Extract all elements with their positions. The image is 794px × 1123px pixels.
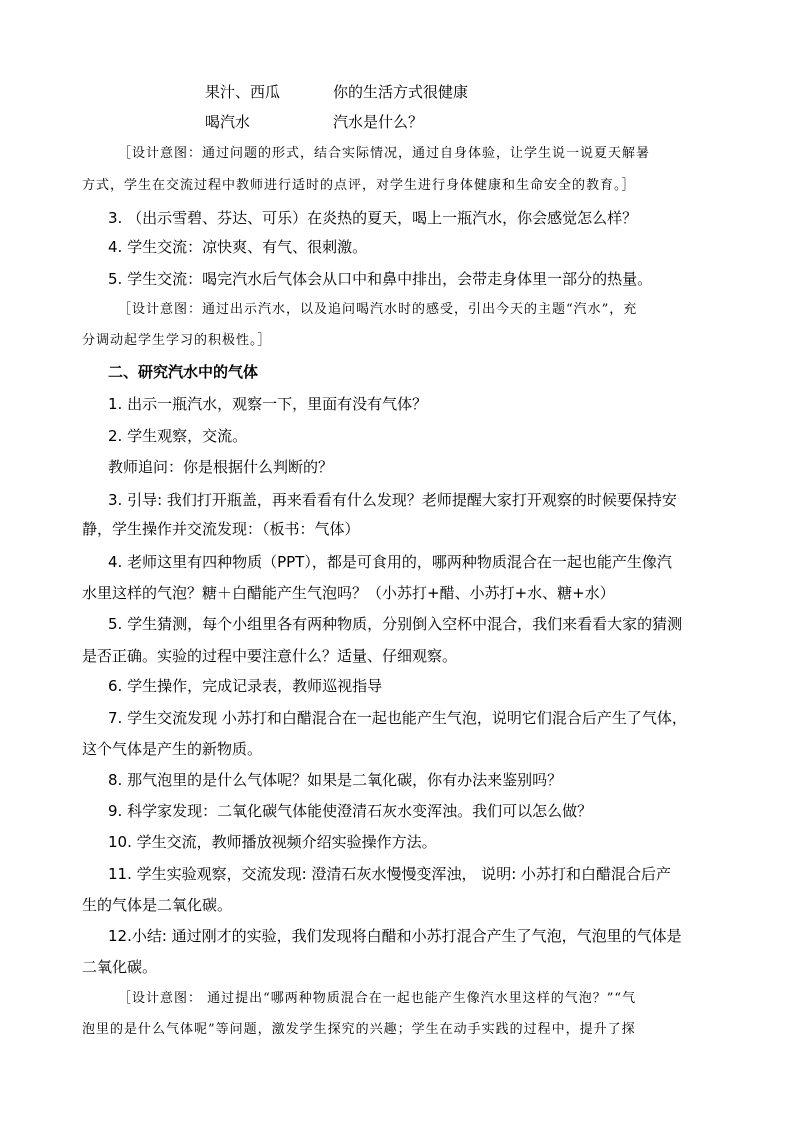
table-row2-left: 喝汽水 <box>205 113 251 131</box>
step-5-line1: 5. 学生猜测，每个小组里各有两种物质，分别倒入空杯中混合，我们来看看大家的猜测 <box>108 615 683 633</box>
design-note-2-line2: 分调动起学生学习的积极性。］ <box>82 333 272 348</box>
step-6: 6. 学生操作，完成记录表，教师巡视指导 <box>108 677 383 695</box>
step-8: 8. 那气泡里的是什么气体呢？如果是二氧化碳，你有办法来鉴别吗？ <box>108 771 563 789</box>
step-10: 10. 学生交流，教师播放视频介绍实验操作方法。 <box>108 833 437 851</box>
part1-step-4: 4. 学生交流：凉快爽、有气、很刺激。 <box>108 238 368 256</box>
part1-step-5: 5. 学生交流：喝完汽水后气体会从口中和鼻中排出，会带走身体里一部分的热量。 <box>108 270 653 288</box>
step-7-line2: 这个气体是产生的新物质。 <box>82 740 263 758</box>
step-4-line1: 4. 老师这里有四种物质（PPT），都是可食用的，哪两种物质混合在一起也能产生像汽 <box>108 553 672 571</box>
design-note-1-line2: 方式，学生在交流过程中教师进行适时的点评，对学生进行身体健康和生命安全的教育。］ <box>82 178 636 193</box>
step-7-line1: 7. 学生交流发现 小苏打和白醋混合在一起也能产生气泡，说明它们混合后产生了气体， <box>108 709 687 727</box>
step-3-line1: 3. 引导: 我们打开瓶盖，再来看看有什么发现？老师提醒大家打开观察的时候要保持安 <box>108 491 677 509</box>
part1-step-3: 3. （出示雪碧、芬达、可乐）在炎热的夏天，喝上一瓶汽水，你会感觉怎么样？ <box>108 209 638 227</box>
step-5-line2: 是否正确。实验的过程中要注意什么？适量、仔细观察。 <box>82 647 458 665</box>
design-note-1-line1: ［设计意图：通过问题的形式，结合实际情况，通过自身体验，让学生说一说夏天解暑 <box>118 146 651 161</box>
step-1: 1. 出示一瓶汽水，观察一下，里面有没有气体？ <box>108 395 428 413</box>
section-2-heading: 二、研究汽水中的气体 <box>108 363 259 381</box>
table-row2-right: 汽水是什么？ <box>333 113 424 131</box>
step-9: 9. 科学家发现：二氧化碳气体能使澄清石灰水变浑浊。我们可以怎么做？ <box>108 802 593 820</box>
table-row1-left: 果汁、西瓜 <box>205 83 281 101</box>
step-2: 2. 学生观察，交流。 <box>108 427 248 445</box>
step-12-line1: 12.小结: 通过刚才的实验，我们发现将白醋和小苏打混合产生了气泡，气泡里的气体是 <box>108 927 682 945</box>
step-3-line2: 静，学生操作并交流发现：（板书：气体） <box>82 520 360 538</box>
step-12-line2: 二氧化碳。 <box>82 958 158 976</box>
design-note-3-line2: 泡里的是什么气体呢”等问题，激发学生探究的兴趣；学生在动手实践的过程中，提升了探 <box>82 1022 636 1037</box>
step-2-followup: 教师追问：你是根据什么判断的？ <box>108 458 334 476</box>
table-row1-right: 你的生活方式很健康 <box>333 83 469 101</box>
design-note-2-line1: ［设计意图：通过出示汽水，以及追问喝汽水时的感受，引出今天的主题“汽水”，充 <box>118 302 638 317</box>
step-4-line2: 水里这样的气泡？糖＋白醋能产生气泡吗？（小苏打+醋、小苏打+水、糖+水） <box>82 584 615 602</box>
step-11-line2: 生的气体是二氧化碳。 <box>82 896 233 914</box>
step-11-line1: 11. 学生实验观察，交流发现: 澄清石灰水慢慢变浑浊， 说明: 小苏打和白醋混合后产 <box>108 865 672 883</box>
design-note-3-line1: ［设计意图： 通过提出“哪两种物质混合在一起也能产生像汽水里这样的气泡？”“气 <box>118 991 637 1006</box>
